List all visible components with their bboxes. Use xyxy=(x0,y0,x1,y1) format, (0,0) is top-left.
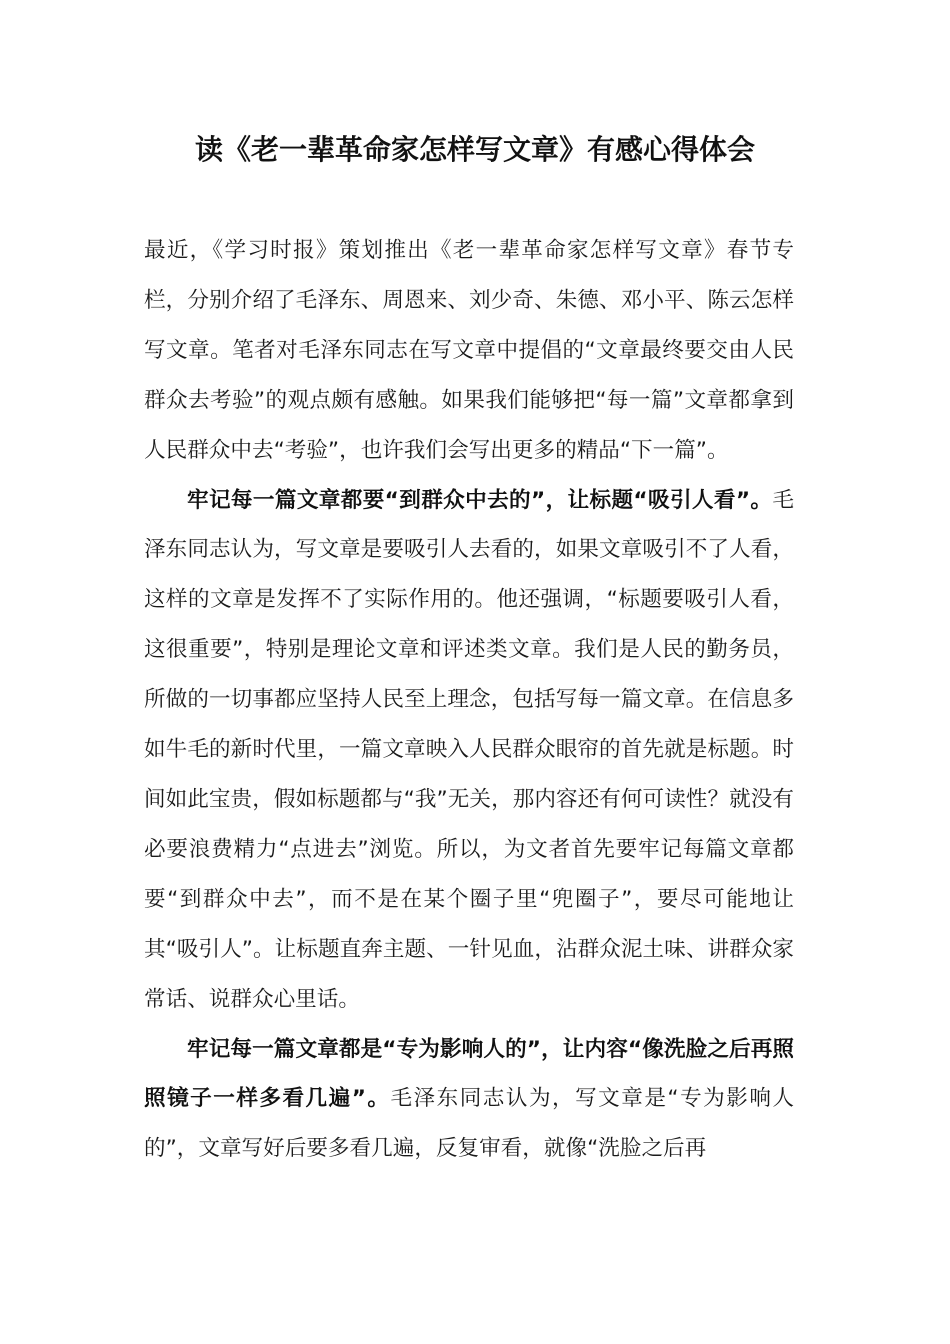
paragraph-title-attraction-lead: 牢记每一篇文章都要“到群众中去的”，让标题“吸引人看”。 xyxy=(187,487,773,513)
paragraph-intro-text: 最近，《学习时报》策划推出《老一辈革命家怎样写文章》春节专栏，分别介绍了毛泽东、周恩来、刘少奇、朱德、邓小平、陈云怎样写文章。笔者对毛泽东同志在写文章中提倡的“文章最终要交由人民群众去考验”的观点颇有感触。如果我们能够把“每一篇”文章都拿到人民群众中去“考验”，也许我们会写出更多的精品“下一篇”。 xyxy=(144,238,794,463)
document-body xyxy=(144,226,794,1174)
paragraph-content-review-lead: 牢记每一篇文章都是“专为影响人的”，让内容“像洗脸之后再照照镜子一样多看几遍”。 xyxy=(144,1036,794,1112)
paragraph-content-review xyxy=(144,1025,794,1175)
paragraph-content-review-text: 毛泽东同志认为，写文章是“专为影响人的”，文章写好后要多看几遍，反复审看，就像“洗脸之后再 xyxy=(144,1086,794,1162)
paragraph-title-attraction xyxy=(144,476,794,1025)
document-title: 读《老一辈革命家怎样写文章》有感心得体会 xyxy=(194,133,755,166)
paragraph-intro xyxy=(144,226,794,476)
paragraph-title-attraction-text: 毛泽东同志认为，写文章是要吸引人去看的，如果文章吸引不了人看，这样的文章是发挥不了实际作用的。他还强调，“标题要吸引人看，这很重要”，特别是理论文章和评述类文章。我们是人民的勤务员，所做的一切事都应坚持人民至上理念，包括写每一篇文章。在信息多如牛毛的新时代里，一篇文章映入人民群众眼帘的首先就是标题。时间如此宝贵，假如标题都与“我”无关，那内容还有何可读性？就没有必要浪费精力“点进去”浏览。所以，为文者首先要牢记每篇文章都要“到群众中去”，而不是在某个圈子里“兜圈子”，要尽可能地让其“吸引人”。让标题直奔主题、一针见血，沾群众泥土味、讲群众家常话、说群众心里话。 xyxy=(144,487,794,1012)
